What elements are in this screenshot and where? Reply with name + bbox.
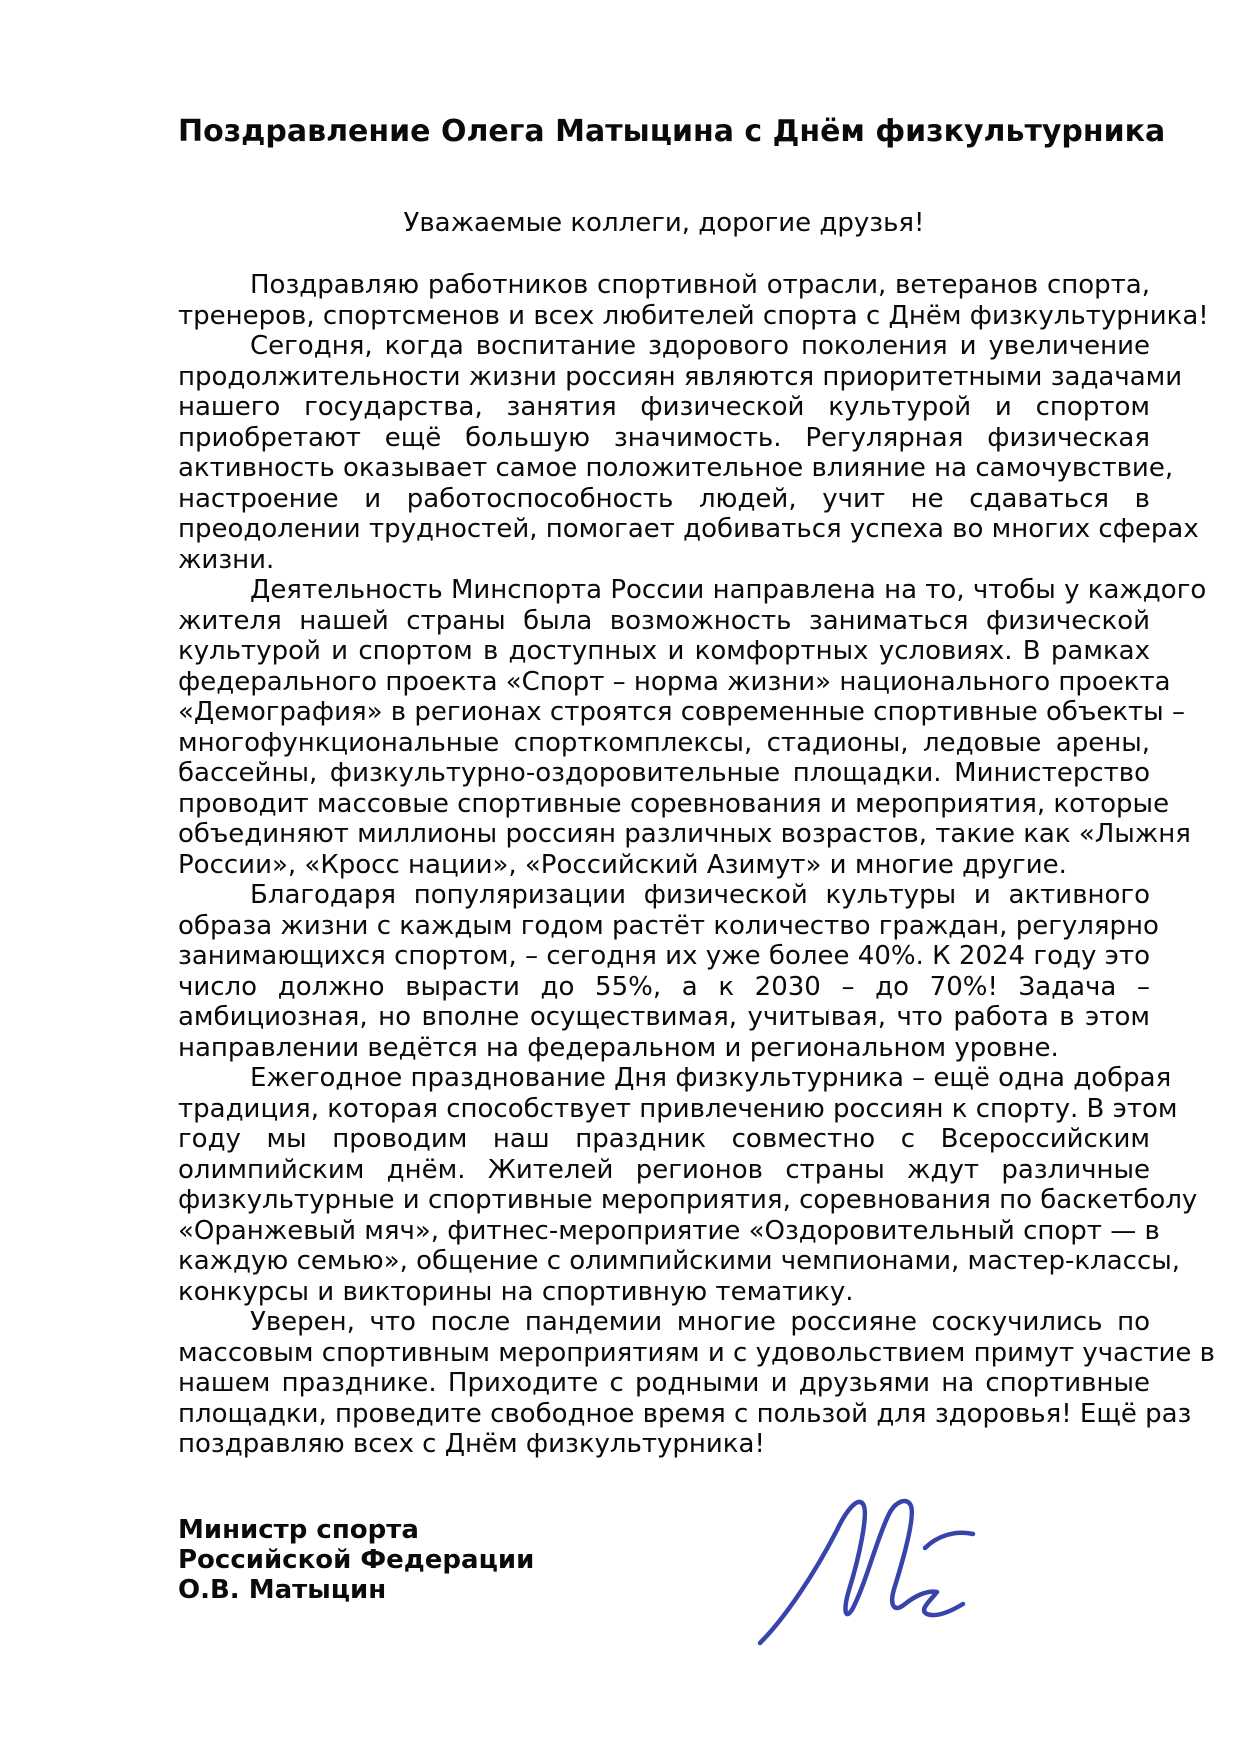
paragraph-line: нашем празднике. Приходите с родными и друзьями на спортивные xyxy=(178,1368,1150,1398)
handwritten-signature xyxy=(745,1478,1005,1668)
salutation: Уважаемые коллеги, дорогие друзья! xyxy=(403,208,925,238)
paragraph-line: тренеров, спортсменов и всех любителей спорта с Днём физкультурника! xyxy=(178,300,1209,331)
paragraph-line: активность оказывает самое положительное влияние на самочувствие, xyxy=(178,453,1174,483)
paragraph-line: занимающихся спортом, – сегодня их уже более 40%. К 2024 году это xyxy=(178,941,1150,971)
paragraph-line: Поздравляю работников спортивной отрасли, ветеранов спорта, xyxy=(250,270,1150,300)
signatory-name: О.В. Матыцин xyxy=(178,1575,387,1605)
signatory-position-line: Министр спорта xyxy=(178,1515,419,1545)
paragraph-line: России», «Кросс нации», «Российский Азимут» и многие другие. xyxy=(178,849,1067,880)
paragraph-line: массовым спортивным мероприятиям и с удовольствием примут участие в xyxy=(178,1337,1215,1368)
paragraph xyxy=(178,1063,1198,1307)
signature-dash-stroke xyxy=(925,1533,973,1548)
paragraph-line: жителя нашей страны была возможность заниматься физической xyxy=(178,605,1150,636)
paragraph-line: площадки, проведите свободное время с пользой для здоровья! Ещё раз xyxy=(178,1398,1192,1429)
paragraph-line: продолжительности жизни россиян являются приоритетными задачами xyxy=(178,361,1183,392)
paragraph-line: образа жизни с каждым годом растёт количество граждан, регулярно xyxy=(178,910,1159,941)
paragraph-line: Благодаря популяризации физической культуры и активного xyxy=(250,880,1150,910)
paragraph-line: поздравляю всех с Днём физкультурника! xyxy=(178,1429,765,1459)
paragraph-line: физкультурные и спортивные мероприятия, соревнования по баскетболу xyxy=(178,1185,1198,1215)
paragraph-line: конкурсы и викторины на спортивную тематику. xyxy=(178,1276,854,1307)
paragraph xyxy=(178,331,1199,575)
signatory-block xyxy=(178,1515,778,1605)
signatory-position-line: Российской Федерации xyxy=(178,1545,535,1575)
paragraph-line: традиция, которая способствует привлечению россиян к спорту. В этом xyxy=(178,1093,1178,1124)
paragraph-line: «Оранжевый мяч», фитнес-мероприятие «Оздоровительный спорт — в xyxy=(178,1215,1160,1246)
paragraph-line: культурой и спортом в доступных и комфортных условиях. В рамках xyxy=(178,636,1150,666)
paragraph-line: амбициозная, но вполне осуществимая, учитывая, что работа в этом xyxy=(178,1002,1150,1032)
paragraph-line: каждую семью», общение с олимпийскими чемпионами, мастер-классы, xyxy=(178,1246,1181,1276)
signature-main-stroke xyxy=(760,1501,963,1643)
paragraph-line: Ежегодное празднование Дня физкультурника – ещё одна добрая xyxy=(250,1063,1172,1093)
paragraph-line: приобретают ещё большую значимость. Регулярная физическая xyxy=(178,422,1150,453)
paragraph-line: число должно вырасти до 55%, а к 2030 – до 70%! Задача – xyxy=(178,971,1150,1002)
paragraph-line: настроение и работоспособность людей, учит не сдаваться в xyxy=(178,483,1150,514)
paragraph-line: преодолении трудностей, помогает добиваться успеха во многих сферах xyxy=(178,514,1199,544)
paragraph-line: нашего государства, занятия физической культурой и спортом xyxy=(178,392,1150,422)
paragraph-line: многофункциональные спорткомплексы, стадионы, ледовые арены, xyxy=(178,727,1150,758)
paragraph xyxy=(178,880,1159,1063)
paragraph-line: Уверен, что после пандемии многие россияне соскучились по xyxy=(250,1307,1150,1337)
paragraph xyxy=(178,270,1209,331)
paragraph-line: олимпийским днём. Жителей регионов страны ждут различные xyxy=(178,1154,1150,1185)
paragraph xyxy=(178,1307,1215,1460)
paragraph-line: Сегодня, когда воспитание здорового поколения и увеличение xyxy=(250,331,1150,361)
paragraph-line: «Демография» в регионах строятся современные спортивные объекты – xyxy=(178,697,1185,727)
paragraph-line: году мы проводим наш праздник совместно с Всероссийским xyxy=(178,1124,1150,1154)
letter-body xyxy=(178,270,1215,1460)
paragraph-line: проводит массовые спортивные соревнования и мероприятия, которые xyxy=(178,788,1170,819)
paragraph-line: направлении ведётся на федеральном и региональном уровне. xyxy=(178,1032,1059,1063)
paragraph-line: объединяют миллионы россиян различных возрастов, такие как «Лыжня xyxy=(178,819,1191,849)
paragraph xyxy=(178,575,1207,880)
document-title: Поздравление Олега Матыцина с Днём физкультурника xyxy=(178,114,1166,149)
paragraph-line: Деятельность Минспорта России направлена на то, чтобы у каждого xyxy=(250,575,1207,605)
paragraph-line: бассейны, физкультурно-оздоровительные площадки. Министерство xyxy=(178,758,1150,788)
paragraph-line: жизни. xyxy=(178,544,275,575)
paragraph-line: федерального проекта «Спорт – норма жизни» национального проекта xyxy=(178,666,1171,697)
